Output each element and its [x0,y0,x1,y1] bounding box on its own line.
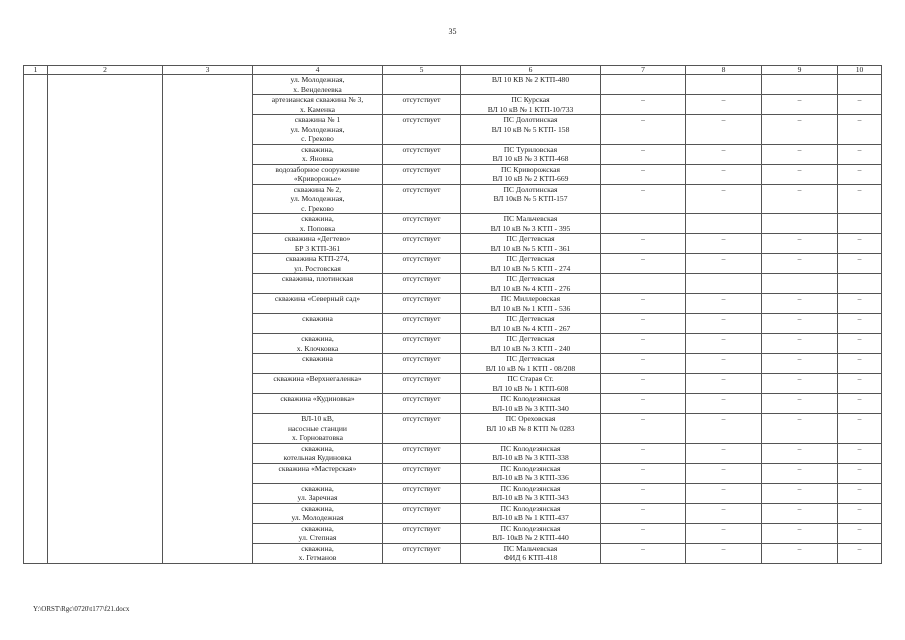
table-cell: ПС Колодезянская ВЛ-10 кВ № 3 КТП-343 [461,483,601,503]
table-cell: – [838,164,882,184]
table-cell: ПС Миллеровская ВЛ 10 кВ № 1 КТП - 536 [461,294,601,314]
table-cell: отсутствует [383,354,461,374]
table-cell [838,214,882,234]
column-header: 1 [24,66,48,75]
table-cell: – [686,164,762,184]
table-cell: – [762,443,838,463]
column-header: 2 [48,66,163,75]
table-cell: – [601,354,686,374]
table-cell: скважина «Верхнегаленка» [253,374,383,394]
table-cell: скважина, х. Гетманов [253,543,383,563]
table-cell: – [601,394,686,414]
table-cell: – [838,483,882,503]
column-header: 10 [838,66,882,75]
table-cell: – [601,483,686,503]
table-cell: – [601,254,686,274]
table-cell: скважина, ул. Степная [253,523,383,543]
table-cell: отсутствует [383,523,461,543]
table-cell: – [762,543,838,563]
table-cell: отсутствует [383,294,461,314]
table-cell: скважина [253,354,383,374]
table-cell: отсутствует [383,543,461,563]
table-cell: – [686,374,762,394]
table-cell: отсутствует [383,234,461,254]
table-cell: – [601,144,686,164]
table-cell: отсутствует [383,164,461,184]
table-cell: – [686,414,762,444]
table-cell: – [686,354,762,374]
table-cell: отсутствует [383,184,461,214]
table-cell: – [762,184,838,214]
table-cell: – [686,394,762,414]
table-cell [48,75,163,564]
table-cell: – [686,294,762,314]
table-row [24,75,882,95]
table-cell: ПС Колодезянская ВЛ-10 кВ № 3 КТП-338 [461,443,601,463]
table-cell: ПС Криворожская ВЛ 10 кВ № 2 КТП-669 [461,164,601,184]
table-cell: – [838,543,882,563]
table-cell: – [838,354,882,374]
table-cell: – [686,463,762,483]
table-cell: ПС Курская ВЛ 10 кВ № 1 КТП-10/733 [461,95,601,115]
table-cell: скважина [253,314,383,334]
table-cell: – [686,234,762,254]
table-cell: отсутствует [383,483,461,503]
table-cell: – [838,334,882,354]
table-cell [762,75,838,95]
table-cell: – [686,144,762,164]
table-cell: ВЛ 10 КВ № 2 КТП-480 [461,75,601,95]
table-cell: ПС Колодезянская ВЛ- 10кВ № 2 КТП-440 [461,523,601,543]
column-header: 5 [383,66,461,75]
table-cell: скважина «Северный сад» [253,294,383,314]
table-cell: ПС Дегтевская ВЛ 10 кВ № 4 КТП - 267 [461,314,601,334]
table-cell: скважина, ул. Молодежная [253,503,383,523]
table-cell: скважина КТП-274, ул. Ростовская [253,254,383,274]
column-header: 7 [601,66,686,75]
table-cell [686,75,762,95]
table-cell [838,75,882,95]
table-cell: – [762,294,838,314]
table-cell: – [762,414,838,444]
table-cell: скважина «Кудиновка» [253,394,383,414]
table-cell: – [762,314,838,334]
table-cell: ПС Дегтевская ВЛ 10 кВ № 5 КТП - 361 [461,234,601,254]
table-cell: – [838,374,882,394]
table-cell: ПС Ореховская ВЛ 10 кВ № 8 КТП № 0283 [461,414,601,444]
table-cell: – [686,95,762,115]
column-header: 3 [163,66,253,75]
table-cell: – [838,115,882,145]
table-cell: – [686,543,762,563]
table-cell: скважина № 1 ул. Молодежная, с. Греково [253,115,383,145]
table-cell: – [601,503,686,523]
table-cell: скважина, плотинская [253,274,383,294]
table-cell [686,214,762,234]
table-cell: – [838,523,882,543]
table-cell: – [762,115,838,145]
table-cell: – [686,184,762,214]
table-cell: – [762,523,838,543]
table-cell: ПС Колодезянская ВЛ-10 кВ № 3 КТП-340 [461,394,601,414]
table-cell [838,274,882,294]
column-header: 4 [253,66,383,75]
table-cell: – [601,543,686,563]
table-cell: – [686,483,762,503]
table-cell: – [838,294,882,314]
table-cell: – [762,144,838,164]
table-cell: отсутствует [383,115,461,145]
table-cell: – [762,334,838,354]
table-cell: артезианская скважина № 3, х. Каменка [253,95,383,115]
table-cell: ПС Мальчевская ФИД 6 КТП-418 [461,543,601,563]
table-cell: – [838,503,882,523]
table-cell: скважина «Мастерская» [253,463,383,483]
table-cell: – [686,254,762,274]
table-cell: – [601,115,686,145]
table-cell: отсутствует [383,374,461,394]
table-cell: отсутствует [383,414,461,444]
table-cell: отсутствует [383,394,461,414]
table-cell: ВЛ-10 кВ, насосные станции х. Горноватовка [253,414,383,444]
table-cell: – [601,164,686,184]
table-cell: – [601,294,686,314]
table-cell: – [762,463,838,483]
table-cell: ПС Туриловская ВЛ 10 кВ № 3 КТП-468 [461,144,601,164]
table-cell: – [838,234,882,254]
table-cell: – [601,314,686,334]
table-cell: ПС Колодезянская ВЛ-10 кВ № 3 КТП-336 [461,463,601,483]
table-cell: – [838,463,882,483]
table-cell: – [762,354,838,374]
table-cell: – [601,463,686,483]
table-cell [163,75,253,564]
table-cell: ПС Долотинская ВЛ 10 кВ № 5 КТП- 158 [461,115,601,145]
table-cell: – [838,254,882,274]
table-cell: скважина, х. Поповка [253,214,383,234]
table-cell: скважина, котельная Кудиновка [253,443,383,463]
page-number: 35 [448,27,457,36]
table-cell: – [762,164,838,184]
table-cell: ПС Дегтевская ВЛ 10 кВ № 4 КТП - 276 [461,274,601,294]
table-cell [24,75,48,564]
table-cell [383,75,461,95]
footer-file-path: Y:\ORST\Rgc\0720\t177\f21.docx [33,605,130,613]
table-cell: – [762,394,838,414]
column-header: 9 [762,66,838,75]
table-cell: – [838,314,882,334]
column-header: 8 [686,66,762,75]
table-cell: – [601,334,686,354]
table-cell: – [601,184,686,214]
table-cell: – [838,184,882,214]
column-header: 6 [461,66,601,75]
table-cell [601,274,686,294]
table-cell: ПС Старая Ст. ВЛ 10 кВ № 1 КТП-608 [461,374,601,394]
table-cell: отсутствует [383,463,461,483]
table-cell: – [686,523,762,543]
table-cell: ПС Колодезянская ВЛ-10 кВ № 1 КТП-437 [461,503,601,523]
table-cell: скважина, х. Яновка [253,144,383,164]
table-cell [762,274,838,294]
table-cell: – [601,95,686,115]
table-cell [686,274,762,294]
table-cell: отсутствует [383,144,461,164]
table-cell: отсутствует [383,314,461,334]
table-cell: – [686,334,762,354]
table-cell: – [838,144,882,164]
table-cell: ПС Дегтевская ВЛ 10 кВ № 1 КТП - 08/208 [461,354,601,374]
table-cell: – [762,503,838,523]
table-cell: – [762,95,838,115]
table-cell: – [686,443,762,463]
table-cell: скважина, х. Клочковка [253,334,383,354]
table-cell: – [601,443,686,463]
table-cell: водозаборное сооружение «Криворожье» [253,164,383,184]
table-cell: – [601,374,686,394]
table-cell: – [686,115,762,145]
table-cell: отсутствует [383,95,461,115]
document-table [23,65,882,564]
table-cell: – [601,414,686,444]
table-cell: скважина «Дегтево» БР 3 КТП-361 [253,234,383,254]
table-cell: – [762,234,838,254]
table-cell: ПС Дегтевская ВЛ 10 кВ № 3 КТП - 240 [461,334,601,354]
table-cell: – [838,443,882,463]
table-cell: – [762,254,838,274]
table-cell: отсутствует [383,443,461,463]
table-cell: ул. Молодежная, х. Венделеевка [253,75,383,95]
table-cell: ПС Дегтевская ВЛ 10 кВ № 5 КТП - 274 [461,254,601,274]
table-cell [601,214,686,234]
table-cell: отсутствует [383,274,461,294]
table-cell: – [601,523,686,543]
table-cell: – [762,483,838,503]
table-cell: скважина № 2, ул. Молодежная, с. Греково [253,184,383,214]
table-cell: – [601,234,686,254]
table-cell: – [686,503,762,523]
table-cell: – [838,394,882,414]
table-cell: отсутствует [383,503,461,523]
table-cell: скважина, ул. Заречная [253,483,383,503]
table-header-row [24,66,882,75]
table-cell: отсутствует [383,214,461,234]
table-cell [601,75,686,95]
table-cell: – [686,314,762,334]
table-cell: отсутствует [383,334,461,354]
table-cell: ПС Долотинская ВЛ 10кВ № 5 КТП-157 [461,184,601,214]
table-cell: – [762,374,838,394]
table-cell: – [838,95,882,115]
table-cell [762,214,838,234]
table-body [24,75,882,564]
table-cell: отсутствует [383,254,461,274]
table-cell: – [838,414,882,444]
table-cell: ПС Мальчевская ВЛ 10 кВ № 3 КТП - 395 [461,214,601,234]
